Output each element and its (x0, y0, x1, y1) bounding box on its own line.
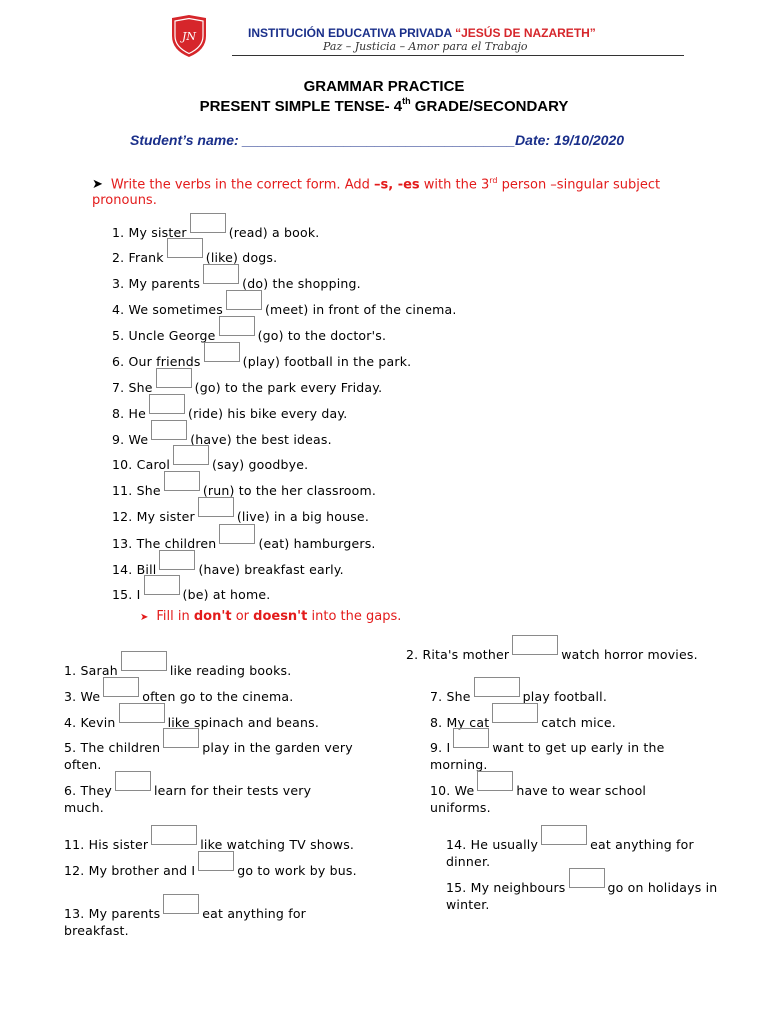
section1-instruction: ➤ Write the verbs in the correct form. Add –s, -es with the 3rd person –singular subject pronouns. (92, 176, 661, 209)
exercise2-item: 10. We have to wear school uniforms. (430, 771, 690, 816)
answer-box[interactable] (173, 445, 209, 465)
exercise1-item: 9. We (have) the best ideas. (112, 420, 332, 447)
exercise2-item: 5. The children play in the garden very often. (64, 728, 354, 773)
exercise1-item: 10. Carol (say) goodbye. (112, 445, 308, 472)
answer-box[interactable] (198, 497, 234, 517)
answer-box[interactable] (163, 728, 199, 748)
exercise2-item: 13. My parents eat anything for breakfast. (64, 894, 364, 939)
school-name: INSTITUCIÓN EDUCATIVA PRIVADA “JESÚS DE NAZARETH” (248, 26, 596, 40)
answer-box[interactable] (144, 575, 180, 595)
exercise1-item: 15. I (be) at home. (112, 575, 270, 602)
exercise2-item: 7. She play football. (430, 677, 710, 705)
exercise1-item: 11. She (run) to the her classroom. (112, 471, 376, 498)
exercise1-item: 5. Uncle George (go) to the doctor's. (112, 316, 386, 343)
answer-box[interactable] (151, 420, 187, 440)
answer-box[interactable] (156, 368, 192, 388)
answer-box[interactable] (151, 825, 197, 845)
exercise1-item: 2. Frank (like) dogs. (112, 238, 277, 265)
answer-box[interactable] (512, 635, 558, 655)
exercise2-item: 3. We often go to the cinema. (64, 677, 364, 705)
answer-box[interactable] (159, 550, 195, 570)
logo-initials: JN (181, 30, 197, 43)
answer-box[interactable] (219, 524, 255, 544)
answer-box[interactable] (474, 677, 520, 697)
exercise2-item: 2. Rita's mother watch horror movies. (406, 635, 706, 663)
school-shield-logo (170, 14, 208, 58)
answer-box[interactable] (226, 290, 262, 310)
answer-box[interactable] (541, 825, 587, 845)
exercise2-item: 11. His sister like watching TV shows. (64, 825, 404, 853)
exercise2-item: 14. He usually eat anything for dinner. (446, 825, 726, 870)
answer-box[interactable] (219, 316, 255, 336)
answer-box[interactable] (198, 851, 234, 871)
answer-box[interactable] (203, 264, 239, 284)
exercise2-item: 12. My brother and I go to work by bus. (64, 851, 364, 879)
exercise1-item: 6. Our friends (play) football in the park. (112, 342, 411, 369)
exercise2-item: 6. They learn for their tests very much. (64, 771, 344, 816)
answer-box[interactable] (167, 238, 203, 258)
exercise1-item: 13. The children (eat) hamburgers. (112, 524, 376, 551)
exercise2-item: 15. My neighbours go on holidays in winter. (446, 868, 736, 913)
exercise2-item: 1. Sarah like reading books. (64, 651, 364, 679)
exercise1-item: 7. She (go) to the park every Friday. (112, 368, 382, 395)
exercise2-item: 8. My cat catch mice. (430, 703, 710, 731)
answer-box[interactable] (103, 677, 139, 697)
answer-box[interactable] (149, 394, 185, 414)
exercise1-item: 14. Bill (have) breakfast early. (112, 550, 344, 577)
answer-box[interactable] (163, 894, 199, 914)
answer-box[interactable] (164, 471, 200, 491)
exercise1-item: 12. My sister (live) in a big house. (112, 497, 369, 524)
exercise1-item: 8. He (ride) his bike every day. (112, 394, 347, 421)
header-divider (232, 55, 684, 56)
answer-box[interactable] (115, 771, 151, 791)
exercise1-item: 4. We sometimes (meet) in front of the cinema. (112, 290, 457, 317)
answer-box[interactable] (492, 703, 538, 723)
answer-box[interactable] (453, 728, 489, 748)
exercise1-item: 1. My sister (read) a book. (112, 213, 319, 240)
exercise2-item: 9. I want to get up early in the morning. (430, 728, 720, 773)
exercise2-item: 4. Kevin like spinach and beans. (64, 703, 364, 731)
arrow-bullet-icon: ➤ (92, 177, 103, 193)
arrow-bullet-icon: ➤ (140, 612, 149, 623)
answer-box[interactable] (121, 651, 167, 671)
answer-box[interactable] (569, 868, 605, 888)
answer-box[interactable] (190, 213, 226, 233)
answer-box[interactable] (477, 771, 513, 791)
answer-box[interactable] (204, 342, 240, 362)
section2-instruction: ➤ Fill in don't or doesn't into the gaps. (140, 609, 402, 624)
school-motto: Paz – Justicia – Amor para el Trabajo (323, 40, 528, 53)
exercise1-item: 3. My parents (do) the shopping. (112, 264, 361, 291)
page-title: GRAMMAR PRACTICE (303, 78, 465, 95)
page-subtitle: PRESENT SIMPLE TENSE- 4th GRADE/SECONDARY (199, 96, 569, 115)
answer-box[interactable] (119, 703, 165, 723)
student-name-date-line: Student’s name: ___________________________________Date: 19/10/2020 (130, 132, 625, 148)
